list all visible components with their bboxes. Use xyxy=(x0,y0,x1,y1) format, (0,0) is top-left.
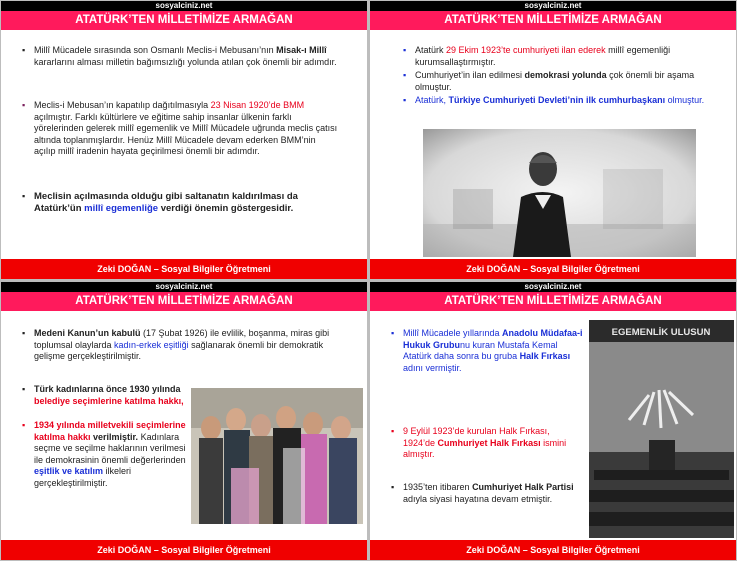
meclis-photo xyxy=(589,320,734,538)
site-header: sosyalciniz.net xyxy=(370,282,736,292)
bullet-icon: ▪ xyxy=(391,482,395,492)
footer: Zeki DOĞAN – Sosyal Bilgiler Öğretmeni xyxy=(1,259,367,279)
bullet-mudafaa-i-hukuk: ▪ Millî Mücadele yıllarında Anadolu Müdafaa-i Hukuk Grubunu kuran Mustafa Kemal Atatürk daha sonra bu gruba Halk Fırkası adını vermiştir. xyxy=(391,328,583,373)
bullet-saltanat: ▪ Meclisin açılmasında olduğu gibi saltanatın kaldırılması da Atatürk’ün millî egemenliğe verdiği önemin göstergesidir. xyxy=(22,191,298,214)
bullet-icon: ▪ xyxy=(22,45,26,55)
footer: Zeki DOĞAN – Sosyal Bilgiler Öğretmeni xyxy=(1,540,367,560)
slide-title: ATATÜRK’TEN MİLLETİMİZE ARMAĞAN xyxy=(1,292,367,311)
site-header: sosyalciniz.net xyxy=(370,1,736,11)
bullet-icon: ▪ xyxy=(403,45,407,55)
site-header: sosyalciniz.net xyxy=(1,282,367,292)
slide-title: ATATÜRK’TEN MİLLETİMİZE ARMAĞAN xyxy=(1,11,367,30)
bullet-demokrasi: ▪ Cumhuriyet’in ilan edilmesi demokrasi yolunda çok önemli bir aşama olmuştur. xyxy=(403,70,695,92)
slide-title: ATATÜRK’TEN MİLLETİMİZE ARMAĞAN xyxy=(370,11,736,30)
slide-1 xyxy=(1,1,367,279)
bullet-icon: ▪ xyxy=(391,328,395,338)
bullet-icon: ▪ xyxy=(22,100,26,110)
footer: Zeki DOĞAN – Sosyal Bilgiler Öğretmeni xyxy=(370,259,736,279)
bullet-icon: ▪ xyxy=(403,95,407,105)
women-group-photo xyxy=(191,388,363,524)
bullet-cumhuriyet-ilan: ▪ Atatürk 29 Ekim 1923’te cumhuriyeti ilan ederek millî egemenliği kurumsallaştırmıştır. xyxy=(403,45,671,67)
bullet-icon: ▪ xyxy=(403,70,407,80)
bullet-milletvekili-secimleri: ▪ 1934 yılında milletvekili seçimlerine katılma hakkı verilmiştir. Kadınlara seçme ve seçilme haklarının verilmesi ile demokrasinin önemli değerlerinden eşitlik ve katılım ilkeleri gerçekleştirilmiştir. xyxy=(22,420,186,488)
bullet-misak-i-milli: ▪ Millî Mücadele sırasında son Osmanlı Meclis-i Mebusanı’nın Misak-ı Millî kararlarını alması milletin bağımsızlığı yolunda atılan çok önemli bir adımdır. xyxy=(22,45,337,67)
bullet-icon: ▪ xyxy=(391,426,395,436)
slide-2 xyxy=(370,1,736,279)
bullet-medeni-kanun: ▪ Medeni Kanun’un kabulü (17 Şubat 1926) ile evlilik, boşanma, miras gibi toplumsal olaylarda kadın-erkek eşitliği sağlanarak önemli bir demokratik gelişme gerçekleştirilmiştir. xyxy=(22,328,330,361)
slide-3 xyxy=(1,282,367,560)
bullet-cumhurbaskani: ▪ Atatürk, Türkiye Cumhuriyeti Devleti’nin ilk cumhurbaşkanı olmuştur. xyxy=(403,95,705,105)
bullet-icon: ▪ xyxy=(22,384,26,394)
bullet-icon: ▪ xyxy=(22,420,26,430)
bullet-icon: ▪ xyxy=(22,191,26,201)
slide-title: ATATÜRK’TEN MİLLETİMİZE ARMAĞAN xyxy=(370,292,736,311)
bullet-chp: ▪ 1935’ten itibaren Cumhuriyet Halk Partisi adıyla siyasi hayatına devam etmiştir. xyxy=(391,482,574,504)
ataturk-photo xyxy=(423,129,696,257)
bullet-icon: ▪ xyxy=(22,328,26,338)
banner-text: EGEMENLİK ULUSUN xyxy=(611,327,711,338)
bullet-belediye-secimleri: ▪ Türk kadınlarına önce 1930 yılında belediye seçimlerine katılma hakkı, xyxy=(22,384,184,406)
site-header: sosyalciniz.net xyxy=(1,1,367,11)
bullet-cumhuriyet-halk-firkasi: ▪ 9 Eylül 1923’de kurulan Halk Fırkası, 1924’de Cumhuriyet Halk Fırkası ismini almıştır. xyxy=(391,426,567,459)
footer: Zeki DOĞAN – Sosyal Bilgiler Öğretmeni xyxy=(370,540,736,560)
bullet-bmm: ▪ Meclis-i Mebusan’ın kapatılıp dağıtılmasıyla 23 Nisan 1920’de BMM açılmıştır. Farklı kültürlere ve eğitime sahip insanlar ülkenin farklı yörelerinden gelerek millî egemenlik ve Millî Mücadele uğrunda meclis çatısı altında toplanmışlardır. Henüz Millî Mücadele devam ederken BMM’nin açılıp millî iradenin hayata geçirilmesi önemli bir adımdır. xyxy=(22,100,338,156)
slide-4 xyxy=(370,282,736,560)
